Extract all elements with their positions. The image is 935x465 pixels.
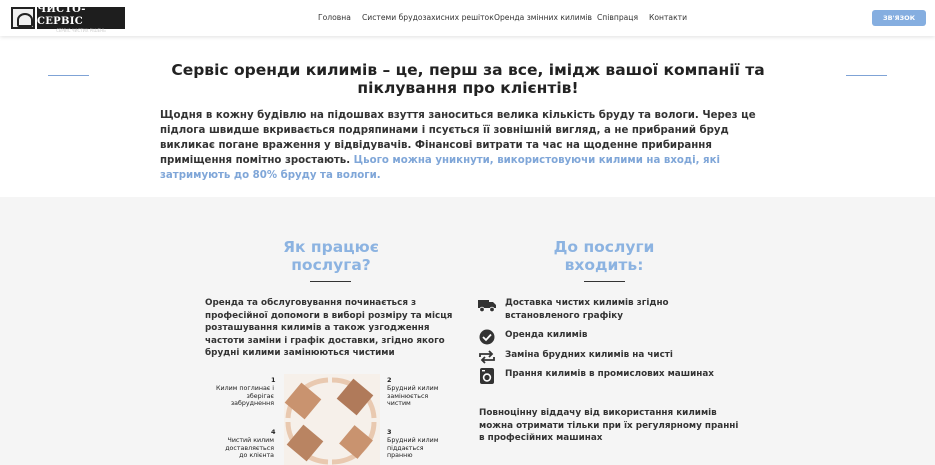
includes-divider: [584, 281, 625, 282]
check-circle-icon: [478, 329, 496, 345]
exchange-arrows-icon: [478, 349, 496, 365]
feature-label: Прання килимів в промислових машинах: [505, 369, 714, 379]
hero-divider-right: [846, 75, 887, 76]
list-item: [478, 295, 738, 325]
includes-bottom-text: Повноцінну віддачу від використання килимів можна отримати тільки при їх регулярному пранні в професійних машинах: [479, 408, 739, 444]
how-it-works-divider: [310, 281, 351, 282]
nav-item-home[interactable]: Головна: [318, 13, 351, 22]
step-caption: Брудний килим замінюється чистим: [387, 385, 439, 407]
service-section-bg: [0, 197, 935, 465]
step-number: 1: [271, 376, 276, 384]
site-header: [0, 0, 935, 36]
washing-machine-icon: [478, 368, 496, 384]
hero-text: Щодня в кожну будівлю на підошвах взуття заноситься велика кількість бруду та вологи. Через це підлога швидше вкривається подряпинами і псується її зовнішній вигляд, а не прибраний бруд викликає погане враження у відвідувачів. Фінансові витрати та час на щоденне прибирання приміщення помітно зростають.: [160, 110, 756, 166]
step-number: 3: [387, 428, 392, 436]
delivery-truck-icon: [478, 297, 496, 313]
step-caption: Брудний килим піддається пранню: [387, 437, 439, 459]
nav-item-grates[interactable]: Системи брудозахисних решіток: [362, 13, 494, 22]
hero-title: Сервіс оренди килимів – це, перш за все, імідж вашої компанії та піклування про клієнтів!: [171, 61, 765, 97]
contact-button[interactable]: ЗВ'ЯЗОК: [872, 10, 926, 26]
includes-title: До послуги входить:: [553, 238, 655, 274]
feature-label: Оренда килимів: [505, 330, 588, 340]
main-nav: [0, 13, 935, 25]
logo-name: ЧИСТО-СЕРВІС: [37, 3, 86, 27]
hero-description: [160, 108, 770, 183]
hero-highlight: Цього можна уникнути, використовуючи килими на вході, які затримують до 80% бруду та вологи.: [160, 155, 720, 181]
list-item: [478, 366, 738, 396]
nav-item-mat-rental[interactable]: Оренда змінних килимів: [494, 13, 593, 22]
logo-slogan: СЕРВІС ЧИСТИХ РІШЕНЬ: [56, 27, 106, 33]
how-it-works-text: Оренда та обслуговування починається з професійної допомоги в виборі розміру та місця розташування килимів а також узгодження частоти заміни і графік доставки, згідно якого брудні килими замінюються чистими: [205, 298, 453, 359]
step-number: 2: [387, 376, 392, 384]
step-caption: Чистий килим доставляється до клієнта: [225, 437, 274, 459]
service-cycle-diagram: [210, 368, 455, 465]
nav-item-contacts[interactable]: Контакти: [649, 13, 688, 22]
how-it-works-title: Як працює послуга?: [283, 238, 379, 274]
nav-item-cooperation[interactable]: Співпраця: [597, 13, 639, 22]
feature-label: Заміна брудних килимів на чисті: [505, 350, 673, 360]
hero-divider-left: [48, 75, 89, 76]
cycle-illustration: [282, 372, 382, 465]
feature-label: Доставка чистих килимів згідно встановленого графіку: [505, 298, 669, 321]
step-number: 4: [271, 428, 276, 436]
step-caption: Килим поглинає і зберігає забруднення: [216, 385, 275, 407]
